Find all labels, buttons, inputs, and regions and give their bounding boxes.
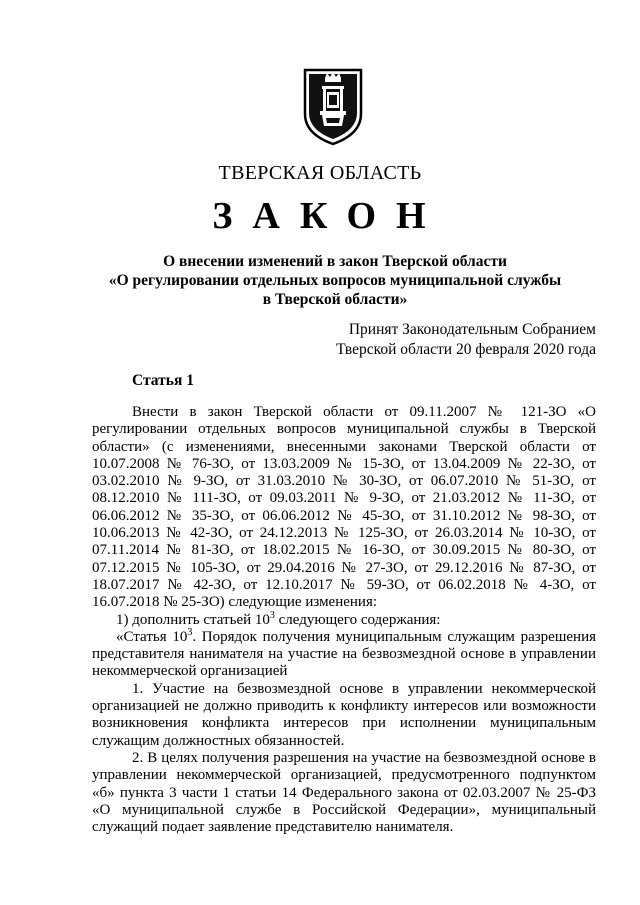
region-name: ТВЕРСКАЯ ОБЛАСТЬ xyxy=(218,162,422,184)
paragraph-1: 1. Участие на безвозмездной основе в управлении некоммерческой организацией не должно приводить к конфликту интересов или возможности возникновения конфликта интересов при исполнении муниципальным служащим должностных обязанностей. xyxy=(92,680,596,749)
law-title-line: О внесении изменений в закон Тверской области xyxy=(163,253,507,270)
new-article-heading: «Статья $10^3$. Порядок получения муниципальным служащим разрешения представителя нанимателя на участие на безвозмездной основе в управлении некоммерческой организацией xyxy=(92,626,596,680)
law-title-line: «О регулировании отдельных вопросов муниципальной службы xyxy=(108,272,562,289)
law-title-line: в Тверской области» xyxy=(262,291,408,308)
paragraph-2: 2. В целях получения разрешения на участие на безвозмездной основе в управлении некоммерческой организацией, предусмотренного подпунктом «б» пункта 3 части 1 статьи 14 Федерального закона от 02.03.2007 № 25-ФЗ «О муниципальной службе в Российской Федерации», муниципальный служащий подает заявление представителю нанимателя. xyxy=(92,749,596,836)
item-1: 1) дополнить статьей $10^3$ следующего содержания: xyxy=(116,609,441,628)
adoption-note xyxy=(336,320,596,360)
document-type: ЗАКОН xyxy=(212,195,446,237)
article-body xyxy=(92,404,596,836)
law-title xyxy=(90,252,580,309)
adoption-line: Принят Законодательным Собранием xyxy=(348,321,596,338)
tver-coat-of-arms-icon xyxy=(302,68,364,146)
article-intro: Внести в закон Тверской области от 09.11.2007 № 121-ЗО «О регулировании отдельных вопросов муниципальной службы в Тверской области» (с изменениями, внесенными законами Тверской области от 10.07.2008 № 76-ЗО, от 13.03.2009 № 15-ЗО, от 13.04.2009 № 22-ЗО, от 03.02.2010 № 9-ЗО, от 31.03.2010 № 30-ЗО, от 06.07.2010 № 51-ЗО, от 08.12.2010 № 111-ЗО, от 09.03.2011 № 9-ЗО, от 21.03.2012 № 11-ЗО, от 06.06.2012 № 35-ЗО, от 06.06.2012 № 45-ЗО, от 31.10.2012 № 98-ЗО, от 10.06.2013 № 42-ЗО, от 24.12.2013 № 125-ЗО, от 26.03.2014 № 10-ЗО, от 07.11.2014 № 81-ЗО, от 18.02.2015 № 16-ЗО, от 30.09.2015 № 80-ЗО, от 07.12.2015 № 105-ЗО, от 29.04.2016 № 27-ЗО, от 29.12.2016 № 87-ЗО, от 18.07.2017 № 42-ЗО, от 12.10.2017 № 59-ЗО, от 06.02.2018 № 4-ЗО, от 16.07.2018 № 25-ЗО) следующие изменения: xyxy=(92,404,596,611)
article-heading: Статья 1 xyxy=(132,372,194,389)
adoption-line: Тверской области 20 февраля 2020 года xyxy=(336,341,596,358)
